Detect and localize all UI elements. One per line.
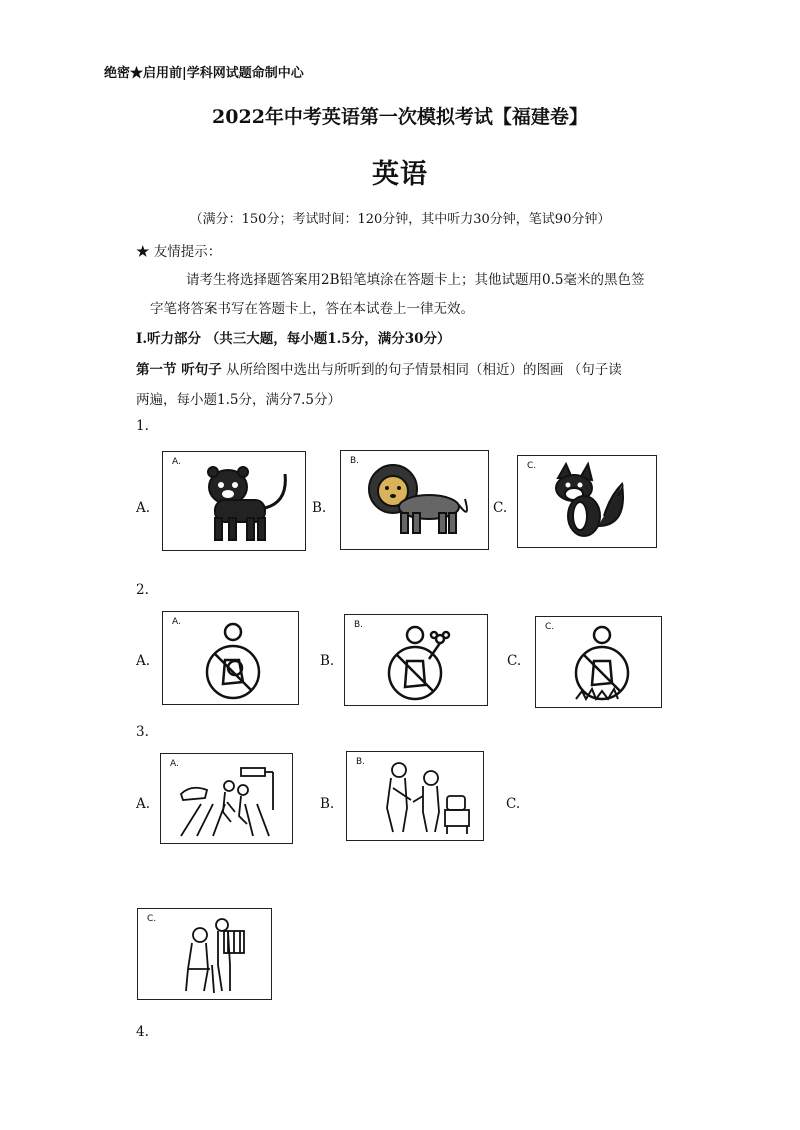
option-picture [340,450,489,550]
no-picking-flowers-sign-icon [345,615,489,707]
picture-tag: C. [545,622,555,632]
picture-tag: C. [147,914,157,924]
giving-seat-icon [347,752,485,842]
header-note: 绝密★启用前|学科网试题命制中心 [104,66,304,81]
crosswalk-help-icon [161,754,294,845]
question-number: 2. [136,582,149,598]
option-picture [535,616,662,708]
option-label: A. [136,500,151,516]
option-picture [137,908,272,1000]
option-label: B. [312,500,327,516]
picture-tag: B. [354,620,364,630]
part-1-heading: I.听力部分 （共三大题，每小题1.5分，满分30分） [136,331,451,347]
subject-title: 英语 [372,159,428,190]
fox-icon [518,456,658,549]
picture-tag: A. [172,457,181,467]
picture-tag: A. [172,617,181,627]
lion-icon [341,451,490,551]
option-picture [346,751,484,841]
exam-info: （满分：150分；考试时间：120分钟，其中听力30分钟，笔试90分钟） [189,212,611,227]
picture-tag: B. [350,456,360,466]
section-1-text: 从所给图中选出与所听到的句子情景相同（相近）的图画 （句子读 [221,362,622,378]
option-picture [160,753,293,844]
tips-title: ★ 友情提示： [136,244,222,260]
option-picture [344,614,488,706]
tips-line-1: 请考生将选择题答案用2B铅笔填涂在答题卡上；其他试题用0.5毫米的黑色签 [186,272,645,288]
option-label: C. [506,796,521,812]
option-picture [162,451,306,551]
exam-title: 2022年中考英语第一次模拟考试【福建卷】 [212,106,588,128]
picture-tag: B. [356,757,366,767]
no-walking-on-grass-sign-icon [536,617,663,709]
picture-tag: A. [170,759,179,769]
option-picture [162,611,299,705]
option-label: A. [136,653,151,669]
tiger-icon [163,452,307,552]
carrying-bags-icon [138,909,273,1001]
question-number: 1. [136,418,149,434]
option-label: B. [320,653,335,669]
section-1-instructions-cont: 两遍，每小题1.5分，满分7.5分） [136,392,341,408]
option-label: C. [493,500,508,516]
question-number: 4. [136,1024,149,1040]
tips-line-2: 字笔将答案书写在答题卡上，答在本试卷上一律无效。 [150,301,474,317]
option-label: A. [136,796,151,812]
option-picture [517,455,657,548]
option-label: C. [507,653,522,669]
no-ball-sign-icon [163,612,300,706]
picture-tag: C. [527,461,537,471]
section-1-instructions [136,358,622,378]
option-label: B. [320,796,335,812]
question-number: 3. [136,724,149,740]
section-1-label: 第一节 听句子 [136,362,222,378]
